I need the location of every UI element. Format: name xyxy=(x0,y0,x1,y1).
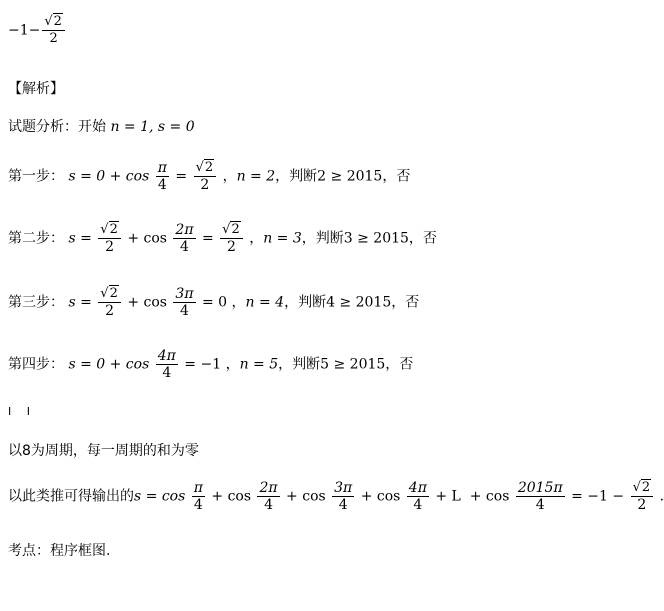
fraction: $\frac{√2}{2}$ xyxy=(194,160,217,193)
period-note: 以8为周期，每一周期的和为零 xyxy=(8,443,199,459)
fraction: $\frac{√2}{2}$ xyxy=(98,222,121,255)
fraction: $\frac{3\pi}{4}$ xyxy=(334,480,353,513)
fraction: $\frac{\pi}{4}$ xyxy=(157,160,167,193)
answer-line xyxy=(8,14,67,47)
intro-math: n = 1, s = 0 xyxy=(110,119,195,135)
fraction: $\frac{4\pi}{4}$ xyxy=(157,348,176,381)
analysis-header: 【解析】 xyxy=(8,81,64,97)
fraction: $\frac{2\pi}{4}$ xyxy=(259,480,278,513)
step-label: 第二步： xyxy=(8,230,64,247)
intro-label: 试题分析：开始 xyxy=(8,119,106,135)
step-4: 第四步： s = 0 + cos $\frac{4\pi}{4}$ = −1 ，n = 5，判断5 ≥ 2015，否 xyxy=(8,348,414,381)
answer-fraction: $\frac{√2}{2}$ xyxy=(42,14,65,47)
answer-prefix: −1− xyxy=(8,22,41,39)
conclusion-line: 以此类推可得输出的s = cos $\frac{\pi}{4}$ + cos $\frac{2\pi}{4}$ + cos $\frac{3\pi}{4}$ + cos $\frac{4\pi}{4}$ + L + cos $\frac{2015\pi}{4}$ = −1 − $\frac{√2}{2}$ . xyxy=(8,480,664,513)
fraction: $\frac{√2}{2}$ xyxy=(220,222,243,255)
intro-line xyxy=(8,116,195,136)
fraction: $\frac{3\pi}{4}$ xyxy=(175,286,194,319)
fraction: $\frac{4\pi}{4}$ xyxy=(408,480,427,513)
fraction: $\frac{√2}{2}$ xyxy=(631,480,654,513)
fraction: $\frac{2015\pi}{4}$ xyxy=(517,480,563,513)
step-label: 第三步： xyxy=(8,294,64,311)
knowledge-point: 考点：程序框图. xyxy=(8,543,111,559)
fraction: $\frac{√2}{2}$ xyxy=(98,286,121,319)
step-2: 第二步： s = $\frac{√2}{2}$ + cos $\frac{2\pi}{4}$ = $\frac{√2}{2}$ ，n = 3，判断3 ≥ 2015，否 xyxy=(8,222,437,255)
fraction: $\frac{2\pi}{4}$ xyxy=(175,222,194,255)
step-label: 第一步： xyxy=(8,168,64,185)
sqrt-symbol: √ xyxy=(44,14,53,29)
fraction: $\frac{\pi}{4}$ xyxy=(193,480,203,513)
step-1: 第一步： s = 0 + cos $\frac{\pi}{4}$ = $\frac{√2}{2}$ ，n = 2，判断2 ≥ 2015，否 xyxy=(8,160,411,193)
continuation-marks: I I xyxy=(8,405,36,418)
step-label: 第四步： xyxy=(8,356,64,373)
step-3: 第三步： s = $\frac{√2}{2}$ + cos $\frac{3\pi}{4}$ = 0 ，n = 4，判断4 ≥ 2015，否 xyxy=(8,286,420,319)
